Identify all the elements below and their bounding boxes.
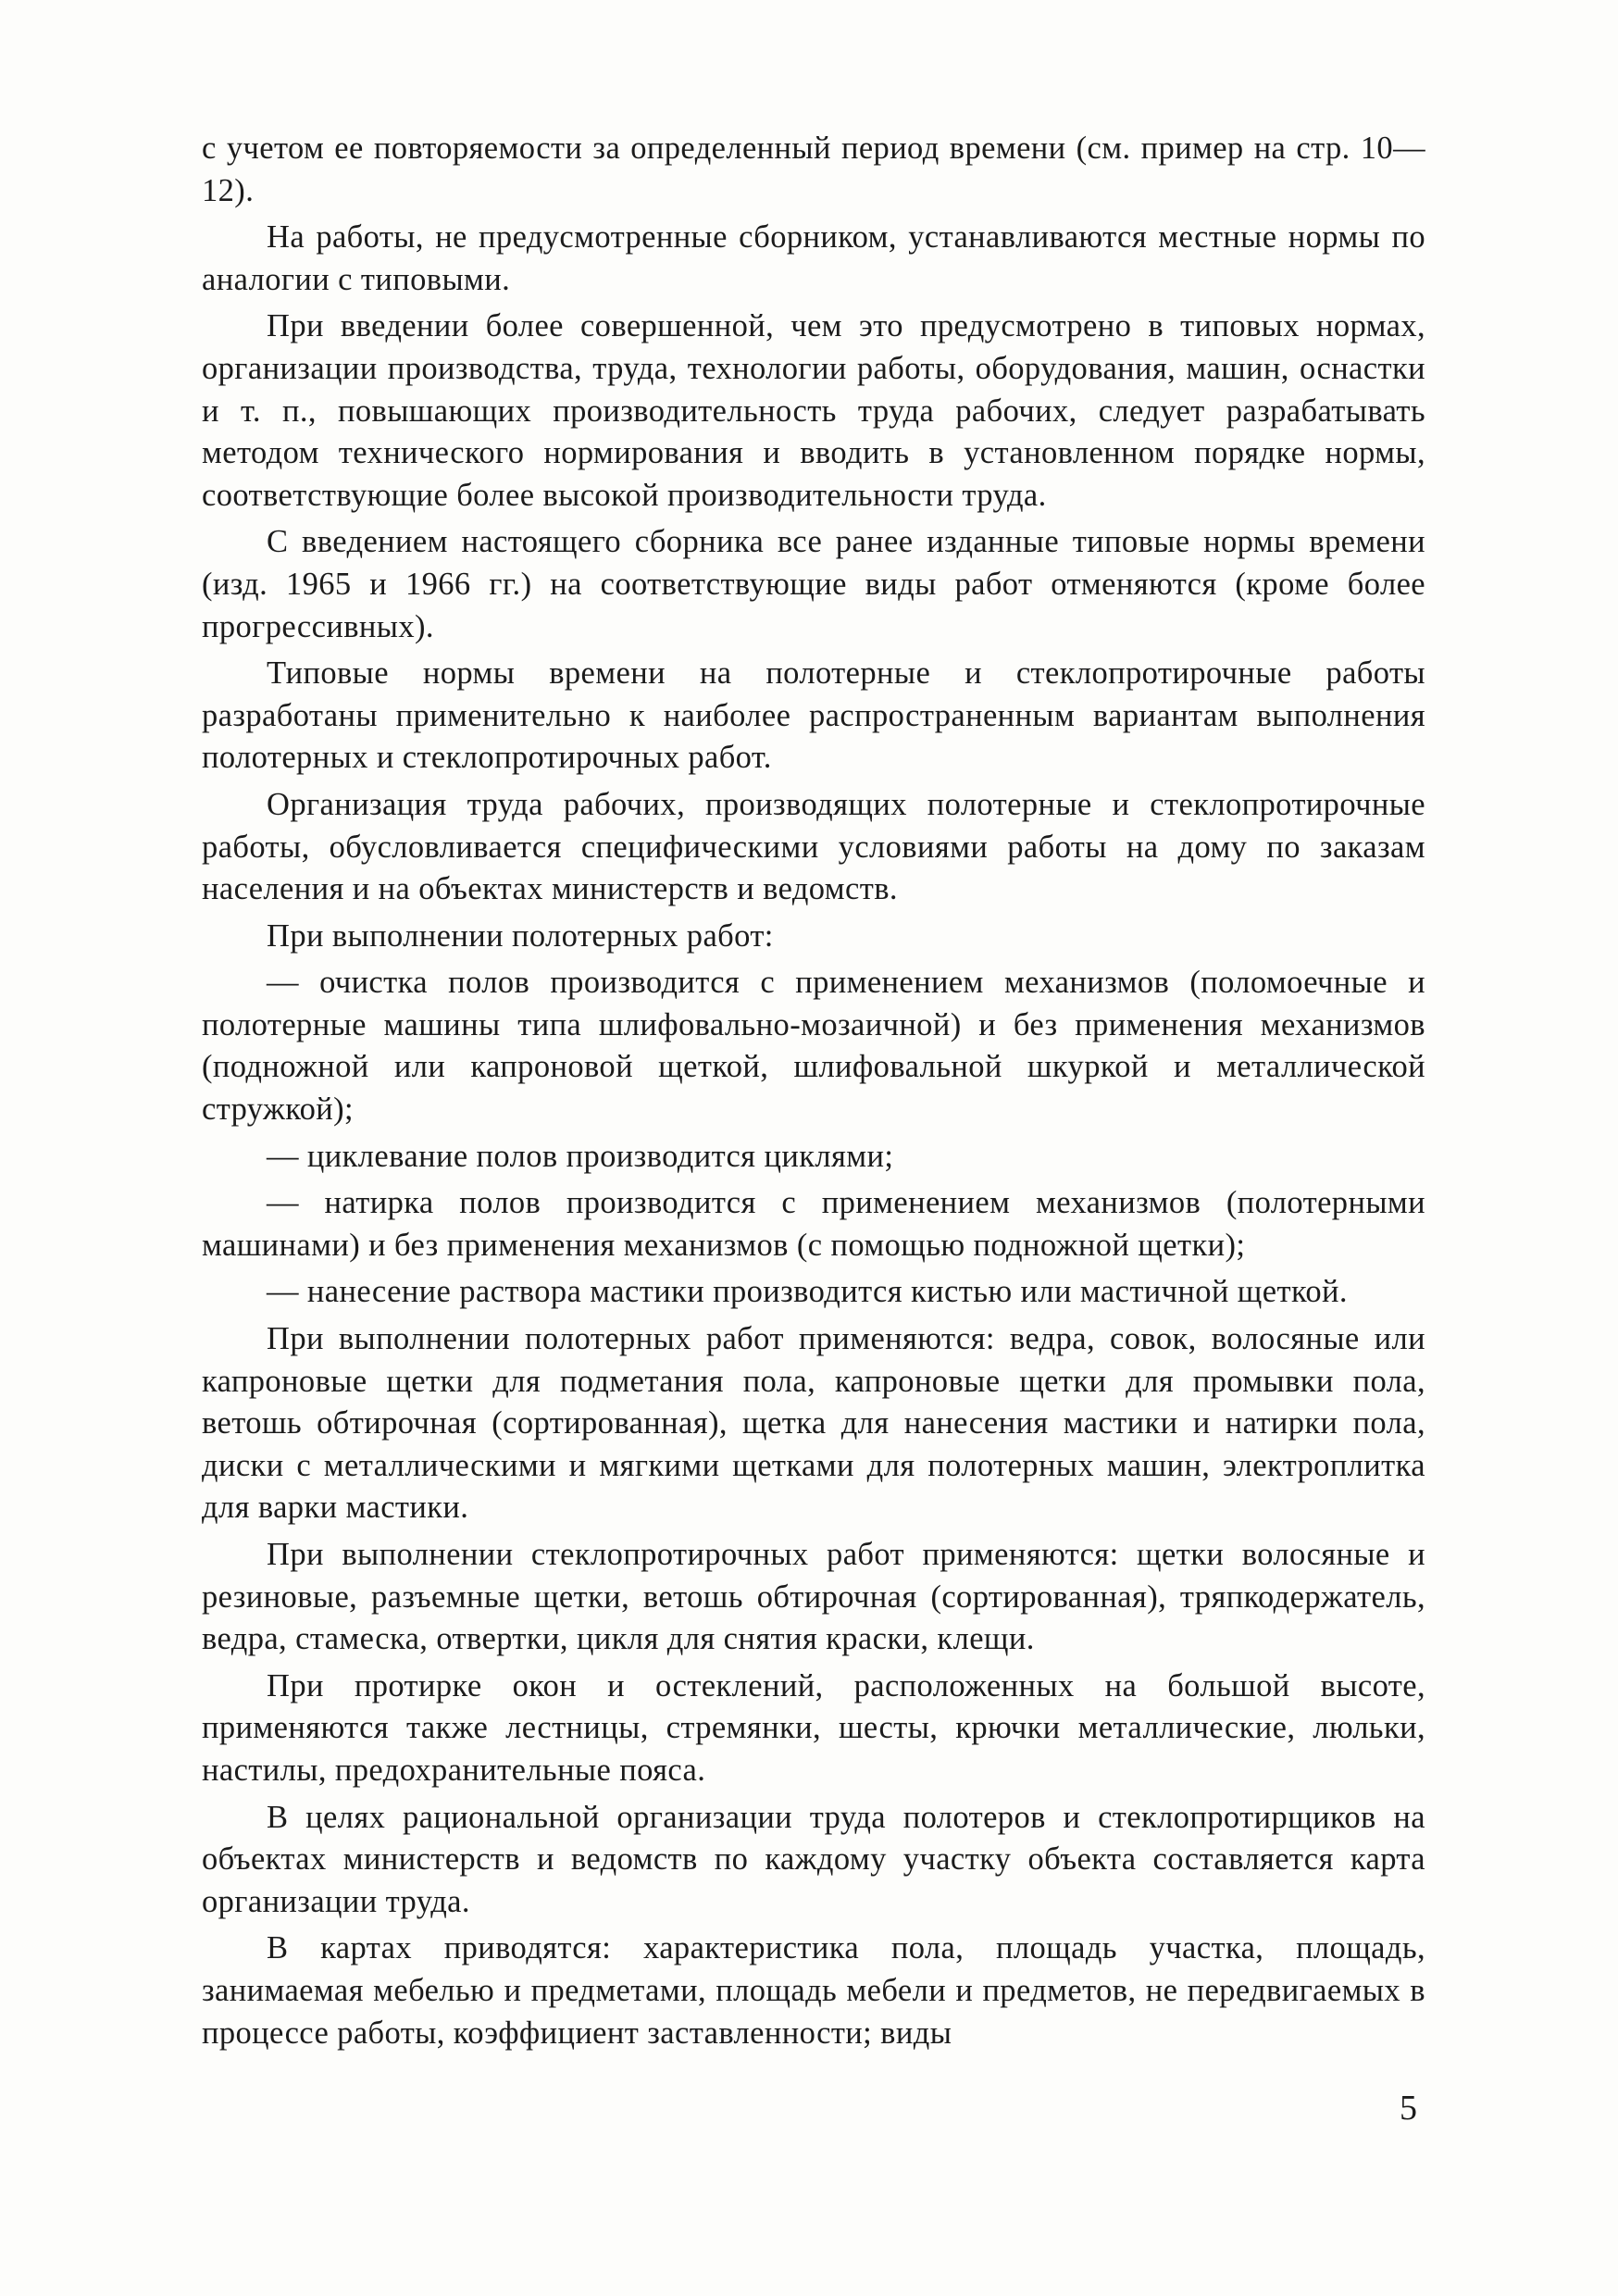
page-number: 5 [1400, 2089, 1417, 2128]
paragraph: При выполнении полотерных работ применяются: ведра, совок, волосяные или капроновые щетки для подметания пола, капроновые щетки для промывки пола, ветошь обтирочная (сортированная), щетка для нанесения мастики и натирки пола, диски с металлическими и мягкими щетками для полотерных машин, электроплитка для варки мастики. [202, 1321, 1425, 1526]
list-item: — очистка полов производится с применением механизмов (поломоечные и полотерные машины типа шлифовально-мозаичной) и без применения механизмов (подножной или капроновой щеткой, шлифовальной шкуркой и металлической стружкой); [202, 965, 1425, 1128]
paragraph: При выполнении стеклопротирочных работ применяются: щетки волосяные и резиновые, разъемные щетки, ветошь обтирочная (сортированная), тряпкодержатель, ведра, стамеска, отвертки, цикля для снятия краски, клещи. [202, 1537, 1425, 1657]
paragraph: Типовые нормы времени на полотерные и стеклопротирочные работы разработаны применительно к наиболее распространенным вариантам выполнения полотерных и стеклопротирочных работ. [202, 655, 1425, 776]
paragraph: Организация труда рабочих, производящих полотерные и стеклопротирочные работы, обусловливается специфическими условиями работы на дому по заказам населения и на объектах министерств и ведомств. [202, 786, 1425, 907]
paragraph: При протирке окон и остеклений, расположенных на большой высоте, применяются также лестницы, стремянки, шесты, крючки металлические, люльки, настилы, предохранительные пояса. [202, 1667, 1425, 1788]
list-item: — нанесение раствора мастики производится кистью или мастичной щеткой. [267, 1274, 1348, 1310]
paragraph: На работы, не предусмотренные сборником, устанавливаются местные нормы по аналогии с типовыми. [202, 219, 1425, 297]
paragraph: В целях рациональной организации труда полотеров и стеклопротирщиков на объектах министерств и ведомств по каждому участку объекта составляется карта организации труда. [202, 1799, 1425, 1919]
list-item: — циклевание полов производится циклями; [267, 1138, 894, 1174]
list-item: — натирка полов производится с применением механизмов (полотерными машинами) и без применения механизмов (с помощью подножной щетки); [202, 1185, 1425, 1263]
paragraph: При выполнении полотерных работ: [267, 917, 774, 954]
paragraph: В картах приводятся: характеристика пола, площадь участка, площадь, занимаемая мебелью и предметами, площадь мебели и предметов, не передвигаемых в процессе работы, коэффициент заставленности; виды [202, 1930, 1425, 2051]
paragraph: При введении более совершенной, чем это предусмотрено в типовых нормах, организации производства, труда, технологии работы, оборудования, машин, оснастки и т. п., повышающих производительность труда рабочих, следует разрабатывать методом технического нормирования и вводить в установленном порядке нормы, соответствующие более высокой производительности труда. [202, 308, 1425, 513]
paragraph: С введением настоящего сборника все ранее изданные типовые нормы времени (изд. 1965 и 1966 гг.) на соответствующие виды работ отменяются (кроме более прогрессивных). [202, 524, 1425, 644]
body-text [202, 128, 1425, 2059]
paragraph: с учетом ее повторяемости за определенный период времени (см. пример на стр. 10—12). [202, 131, 1425, 208]
